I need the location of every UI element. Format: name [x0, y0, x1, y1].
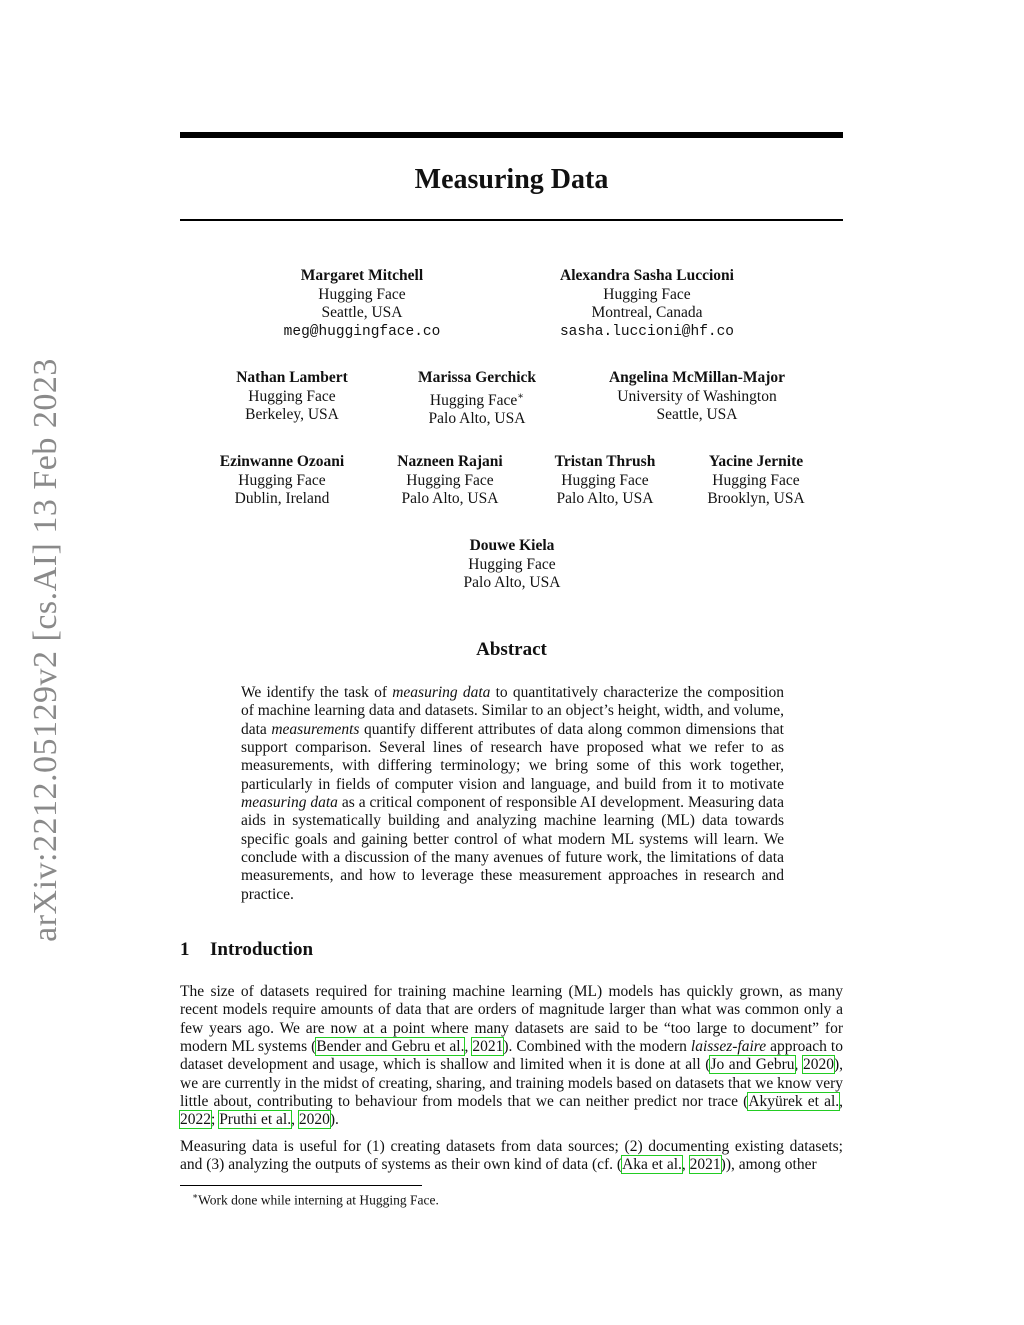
author-affiliation: Hugging Face	[603, 285, 691, 303]
author-affiliation: Hugging Face	[468, 555, 556, 573]
author-name: Yacine Jernite	[708, 453, 804, 470]
author-block	[418, 369, 536, 429]
author-affiliation: Hugging Face	[712, 471, 800, 489]
author-block	[464, 537, 561, 593]
citation-link[interactable]: Aka et al.	[622, 1156, 682, 1174]
author-location: Seattle, USA	[321, 304, 403, 321]
author-block	[284, 267, 441, 341]
section-title: Introduction	[210, 939, 314, 960]
author-location: Palo Alto, USA	[401, 490, 499, 507]
section-heading	[180, 937, 313, 963]
author-affiliation: University of Washington	[617, 387, 777, 405]
author-location: Palo Alto, USA	[428, 410, 526, 428]
author-affiliation: Hugging Face	[561, 471, 649, 489]
author-name: Tristan Thrush	[554, 453, 656, 470]
author-block	[707, 453, 804, 509]
author-name: Margaret Mitchell	[300, 267, 424, 284]
author-name: Marissa Gerchick	[417, 369, 537, 386]
author-name: Angelina McMillan-Major	[608, 369, 786, 386]
author-affiliation: Hugging Face	[406, 471, 494, 489]
footnote-mark: ∗	[192, 1191, 199, 1201]
author-location: Dublin, Ireland	[234, 490, 330, 507]
author-block	[560, 267, 734, 341]
author-location: Seattle, USA	[656, 406, 738, 423]
author-name: Douwe Kiela	[469, 537, 555, 554]
page-title: Measuring Data	[414, 164, 609, 195]
author-name: Nathan Lambert	[236, 369, 348, 386]
citation-link[interactable]: Jo and Gebru	[710, 1056, 795, 1074]
citation-link[interactable]: 2022	[180, 1111, 211, 1129]
author-location: Palo Alto, USA	[556, 490, 654, 507]
arxiv-stamp	[0, 0, 82, 1325]
footnote-rule	[180, 1185, 422, 1186]
author-block	[236, 369, 348, 425]
author-affiliation-text: Hugging Face	[429, 391, 518, 409]
author-affiliation: Hugging Face	[318, 285, 406, 303]
citation-link[interactable]: 2020	[802, 1056, 834, 1074]
paragraph: The size of datasets required for training machine learning (ML) models has quickly grown, as many recent models require amounts of data that are orders of magnitude larger than what was common only a few years ago. We are now at a point where many datasets are said to be “too large to document” for modern ML systems (Bender and Gebru et al., 2021). Combined with the modern laissez-faire approach to dataset development and usage, which is shallow and limited when it is done at all (Jo and Gebru, 2020), we are currently in the midst of creating, sharing, and training models based on datasets that we know very little about, contributing to behaviour from models that we can neither predict nor trace (Akyürek et al., 2022; Pruthi et al., 2020).	[180, 983, 843, 1129]
footnote	[192, 1188, 439, 1209]
title-rule-bottom	[180, 219, 843, 221]
author-location: Montreal, Canada	[591, 304, 703, 321]
citation-link[interactable]: Akyürek et al.	[748, 1093, 840, 1111]
title-rule-top	[180, 132, 843, 138]
author-email[interactable]: sasha.luccioni@hf.co	[559, 323, 735, 340]
author-affiliation: Hugging Face	[248, 387, 336, 405]
author-block	[220, 453, 344, 509]
author-name: Nazneen Rajani	[397, 453, 503, 470]
abstract-heading: Abstract	[476, 639, 547, 660]
citation-link[interactable]: 2021	[472, 1038, 504, 1056]
author-name: Alexandra Sasha Luccioni	[560, 267, 734, 284]
author-location: Brooklyn, USA	[707, 490, 805, 507]
citation-link[interactable]: Bender and Gebru et al.	[316, 1038, 465, 1056]
author-affiliation	[418, 388, 536, 411]
author-affiliation: Hugging Face	[238, 471, 326, 489]
author-block	[397, 453, 502, 509]
paragraph: Measuring data is useful for (1) creating datasets from data sources; (2) documenting existing datasets; and (3) analyzing the outputs of systems as their own kind of data (cf. (Aka et al., 2021)), among other	[180, 1138, 843, 1174]
author-location: Berkeley, USA	[245, 406, 339, 423]
author-block	[609, 369, 785, 425]
citation-link[interactable]: Pruthi et al.	[219, 1111, 292, 1129]
footnote-text: Work done while interning at Hugging Face.	[198, 1192, 439, 1208]
citation-link[interactable]: 2020	[298, 1111, 330, 1129]
author-location: Palo Alto, USA	[463, 574, 561, 591]
author-name: Ezinwanne Ozoani	[219, 453, 345, 470]
arxiv-stamp-text: arXiv:2212.05129v2 [cs.AI] 13 Feb 2023	[27, 358, 64, 942]
abstract-body: We identify the task of measuring data to quantitatively characterize the composition of machine learning data and datasets. Similar to an object’s height, width, and volume, data measurements quantify different attributes of data along common dimensions that support comparison. Several lines of research have proposed what we refer to as measurements, with differing terminology; we bring some of this work together, particularly in fields of computer vision and language, and build from it to motivate measuring data as a critical component of responsible AI development. Measuring data aids in systematically building and analyzing machine learning (ML) data towards specific goals and gaining better control of what modern ML systems will learn. We conclude with a discussion of the many avenues of future work, the limitations of data measurements, and how to leverage these measurement approaches in research and practice.	[241, 684, 785, 903]
section-number: 1	[180, 939, 190, 960]
citation-link[interactable]: 2021	[689, 1156, 721, 1174]
author-email[interactable]: meg@huggingface.co	[283, 323, 441, 340]
footnote-marker[interactable]: ∗	[517, 390, 525, 402]
author-block	[555, 453, 656, 509]
